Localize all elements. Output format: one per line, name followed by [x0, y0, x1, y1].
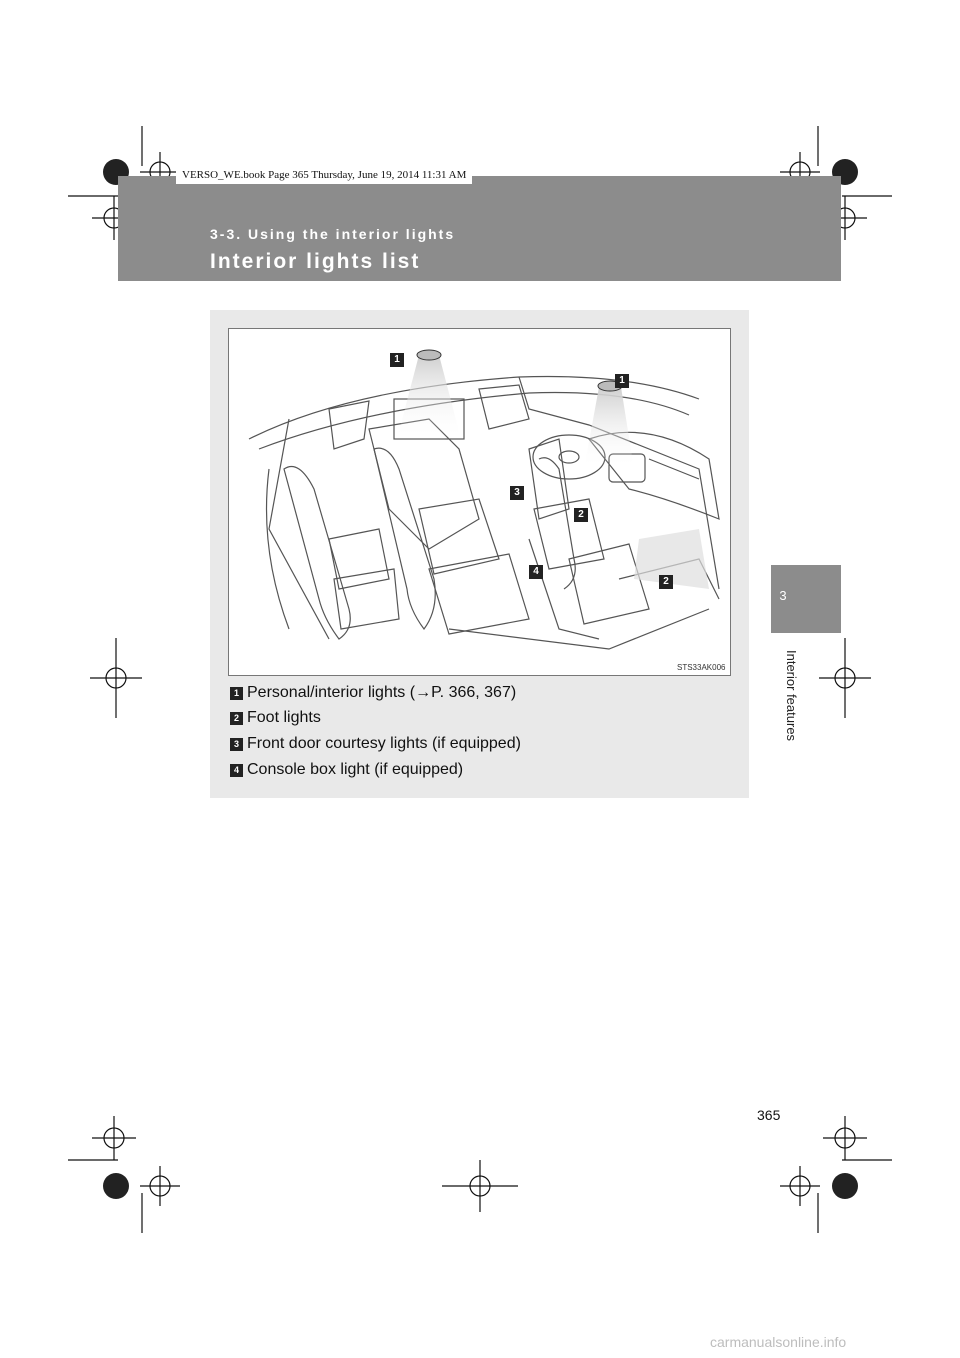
legend-item — [230, 732, 521, 756]
page-title: Interior lights list — [210, 250, 421, 273]
legend-badge: 3 — [230, 738, 243, 751]
legend-badge: 1 — [230, 687, 243, 700]
callout-door-courtesy-light: 3 — [510, 486, 524, 500]
car-interior-drawing — [229, 329, 730, 675]
legend-text: Foot lights — [247, 709, 321, 726]
book-file-tag: VERSO_WE.book Page 365 Thursday, June 19, 2014 11:31 AM — [176, 166, 472, 184]
figure-code: STS33AK006 — [677, 663, 726, 672]
interior-illustration — [228, 328, 731, 676]
legend-item — [230, 681, 516, 705]
legend-text: Console box light (if equipped) — [247, 761, 464, 778]
callout-console-box-light: 4 — [529, 565, 543, 579]
legend-item — [230, 758, 463, 782]
callout-personal-light-rear: 1 — [390, 353, 404, 367]
legend-text: Personal/interior lights (→P. 366, 367) — [247, 684, 517, 701]
callout-personal-light-front: 1 — [615, 374, 629, 388]
section-label: 3-3. Using the interior lights — [210, 226, 456, 242]
callout-foot-light-side: 2 — [659, 575, 673, 589]
legend-text: Front door courtesy lights (if equipped) — [247, 735, 521, 752]
page-number: 365 — [757, 1107, 781, 1123]
legend-item — [230, 706, 321, 730]
legend-badge: 2 — [230, 712, 243, 725]
chapter-label: Interior features — [784, 650, 799, 742]
callout-foot-light-center: 2 — [574, 508, 588, 522]
legend-badge: 4 — [230, 764, 243, 777]
watermark: carmanualsonline.info — [710, 1334, 847, 1350]
chapter-number: 3 — [779, 588, 787, 603]
